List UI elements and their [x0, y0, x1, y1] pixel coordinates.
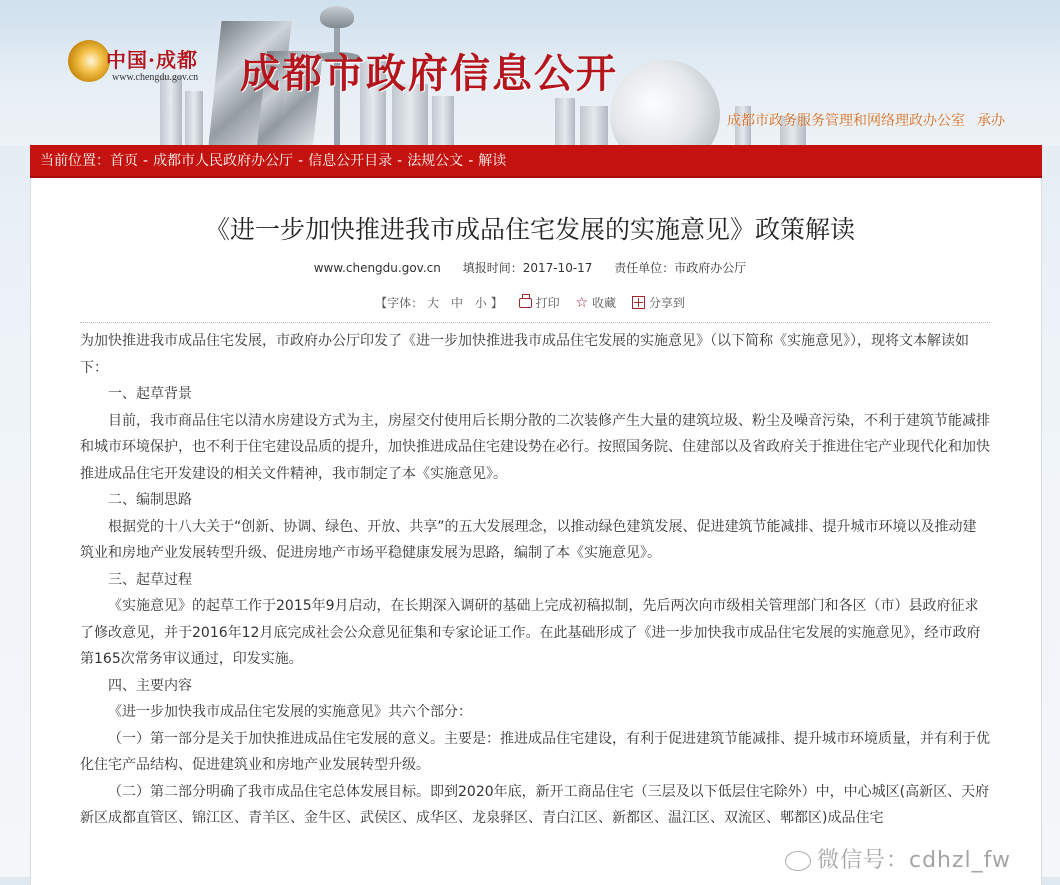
- article-responsible-unit: 责任单位：市政府办公厅: [614, 261, 747, 275]
- breadcrumb-separator: -: [143, 153, 149, 169]
- skyline-building: [185, 91, 203, 146]
- article-meta: [0, 259, 1060, 276]
- font-size-close: 】: [490, 296, 503, 310]
- font-size-selector: [375, 294, 503, 311]
- host-org-name: 成都市政务服务管理和网络理政办公室: [727, 113, 965, 129]
- article-title: 《进一步加快推进我市成品住宅发展的实施意见》政策解读: [204, 215, 855, 244]
- sunbird-sculpture: [610, 60, 720, 146]
- plus-box-icon: [632, 296, 645, 309]
- breadcrumb-regulations[interactable]: 法规公文: [407, 153, 464, 169]
- section-heading: 一、起草背景: [108, 386, 192, 402]
- sun-bird-logo-icon[interactable]: [68, 40, 110, 82]
- site-title: 成都市政府信息公开: [240, 50, 618, 97]
- article-body: [80, 328, 990, 832]
- breadcrumb-separator: -: [468, 153, 474, 169]
- skyline-building: [580, 106, 608, 146]
- breadcrumb-label: 当前位置：: [40, 153, 110, 169]
- print-label: 打印: [535, 296, 560, 310]
- skyline-building: [432, 96, 454, 146]
- breadcrumb-general-office[interactable]: 成都市人民政府办公厅: [153, 153, 294, 169]
- skyline-building: [555, 98, 575, 146]
- body-paragraph: 目前，我市商品住宅以清水房建设方式为主，房屋交付使用后长期分散的二次装修产生大量的建筑垃圾、粉尘及噪音污染，不利于建筑节能减排和城市环境保护，也不利于住宅建设品质的提升，加快推进成品住宅建设势在必行。按照国务院、住建部以及省政府关于推进住宅产业现代化和加快推进成品住宅开发建设的相关文件精神，我市制定了本《实施意见》。: [80, 412, 990, 482]
- wechat-icon: [785, 851, 811, 871]
- site-banner: [0, 0, 1060, 146]
- font-size-large-button[interactable]: 大: [427, 296, 440, 310]
- star-icon: ☆: [575, 294, 589, 311]
- font-size-small-button[interactable]: 小: [474, 296, 487, 310]
- favorite-label: 收藏: [592, 296, 617, 310]
- intro-paragraph: 为加快推进我市成品住宅发展，市政府办公厅印发了《进一步加快推进我市成品住宅发展的实施意见》（以下简称《实施意见》），现将文本解读如下：: [80, 333, 969, 376]
- share-button[interactable]: [632, 294, 685, 311]
- skyline-building: [160, 76, 182, 146]
- host-suffix: 承办: [977, 113, 1005, 129]
- font-size-medium-button[interactable]: 中: [450, 296, 463, 310]
- tv-tower-top: [320, 6, 354, 28]
- section-heading: 三、起草过程: [108, 571, 192, 588]
- share-label: 分享到: [648, 296, 685, 310]
- favorite-button[interactable]: [575, 294, 616, 311]
- breadcrumb-separator: -: [397, 153, 403, 169]
- article-date: 填报时间：2017-10-17: [462, 261, 593, 275]
- body-paragraph: 《进一步加快我市成品住宅发展的实施意见》共六个部分：: [108, 704, 472, 720]
- breadcrumb-disclosure-catalog[interactable]: 信息公开目录: [308, 153, 393, 169]
- breadcrumb: [30, 145, 1042, 178]
- font-size-open: 【字体：: [375, 296, 424, 310]
- host-organization: [727, 110, 1005, 130]
- watermark-text: 微信号：cdhzl_fw: [817, 848, 1012, 873]
- breadcrumb-interpretation[interactable]: 解读: [478, 153, 507, 169]
- print-button[interactable]: [519, 294, 560, 311]
- body-paragraph: （二）第二部分明确了我市成品住宅总体发展目标。即到2020年底，新开工商品住宅（三层及以下低层住宅除外）中，中心城区(高新区、天府新区成都直管区、锦江区、青羊区、金牛区、武侯区、成华区、龙泉驿区、青白江区、新都区、温江区、双流区、郫都区)成品住宅: [80, 783, 990, 826]
- body-paragraph: 《实施意见》的起草工作于2015年9月启动，在长期深入调研的基础上完成初稿拟制，先后两次向市级相关管理部门和各区（市）县政府征求了修改意见，并于2016年12月底完成社会公众意见征集和专家论证工作。在此基础形成了《进一步加快我市成品住宅发展的实施意见》，经市政府第165次常务审议通过，印发实施。: [80, 598, 981, 667]
- article-toolbar: [0, 294, 1060, 311]
- body-paragraph: 根据党的十八大关于“创新、协调、绿色、开放、共享”的五大发展理念，以推动绿色建筑发展、促进建筑节能减排、提升城市环境以及推动建筑业和房地产业发展转型升级、促进房地产市场平稳健康发展为思路，编制了本《实施意见》。: [80, 518, 977, 561]
- dotted-divider: [80, 322, 990, 323]
- article-source: www.chengdu.gov.cn: [313, 261, 441, 275]
- breadcrumb-home[interactable]: 首页: [110, 153, 138, 169]
- section-heading: 四、主要内容: [108, 677, 192, 694]
- wechat-watermark: [785, 843, 1011, 874]
- logo-text[interactable]: 中国·成都: [106, 48, 198, 72]
- logo-url: www.chengdu.gov.cn: [112, 72, 199, 83]
- body-paragraph: （一）第一部分是关于加快推进成品住宅发展的意义。主要是：推进成品住宅建设，有利于促进建筑节能减排、提升城市环境质量，并有利于优化住宅产品结构、促进建筑业和房地产业发展转型升级。: [80, 730, 990, 773]
- breadcrumb-separator: -: [298, 153, 304, 169]
- section-heading: 二、编制思路: [108, 492, 192, 508]
- printer-icon: [519, 298, 532, 308]
